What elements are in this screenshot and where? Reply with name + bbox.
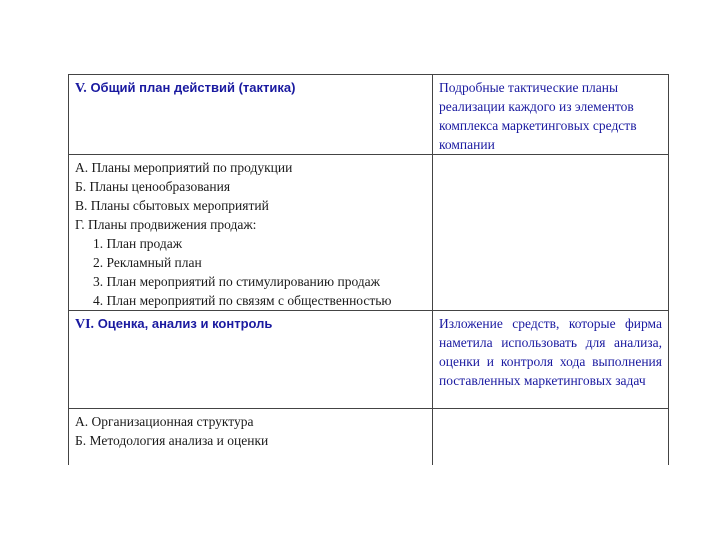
section-v-number: V. [75, 81, 87, 96]
list-item: В. Планы сбытовых мероприятий [75, 198, 269, 213]
list-item: А. Организационная структура [75, 414, 254, 429]
list-item: Б. Планы ценообразования [75, 179, 231, 194]
list-subitem: 4. План мероприятий по связям с общественностью [93, 293, 392, 308]
table-row [69, 75, 669, 155]
table-row [69, 311, 669, 409]
list-item: А. Планы мероприятий по продукции [75, 160, 293, 175]
section-v-description [433, 75, 669, 155]
empty-cell [433, 409, 669, 465]
list-subitem: 1. План продаж [93, 236, 183, 251]
section-v-description-line: реализации каждого из элементов [439, 99, 634, 114]
section-vi-description: Изложение средств, которые фирма наметила использовать для анализа, оценки и контроля хода выполнения поставленных маркетинговых задач [433, 311, 669, 409]
section-v-items-cell [69, 155, 433, 311]
section-v-title: Общий план действий (тактика) [90, 80, 296, 95]
section-vi-number: VI. [75, 317, 95, 332]
list-subitem: 3. План мероприятий по стимулированию продаж [93, 274, 380, 289]
section-vi-heading-cell [69, 311, 433, 409]
marketing-plan-table [68, 74, 669, 465]
section-v-description-line: компании [439, 137, 495, 152]
section-vi-items-cell [69, 409, 433, 465]
section-v-description-line: комплекса маркетинговых средств [439, 118, 637, 133]
section-vi-heading [75, 316, 272, 331]
empty-cell [433, 155, 669, 311]
table-row [69, 155, 669, 311]
list-item: Г. Планы продвижения продаж: [75, 217, 257, 232]
section-v-description-line: Подробные тактические планы [439, 80, 619, 95]
section-v-heading [75, 80, 295, 95]
list-item: Б. Методология анализа и оценки [75, 433, 269, 448]
table-row [69, 409, 669, 465]
section-vi-title: Оценка, анализ и контроль [97, 316, 273, 331]
section-v-heading-cell [69, 75, 433, 155]
list-subitem: 2. Рекламный план [93, 255, 202, 270]
